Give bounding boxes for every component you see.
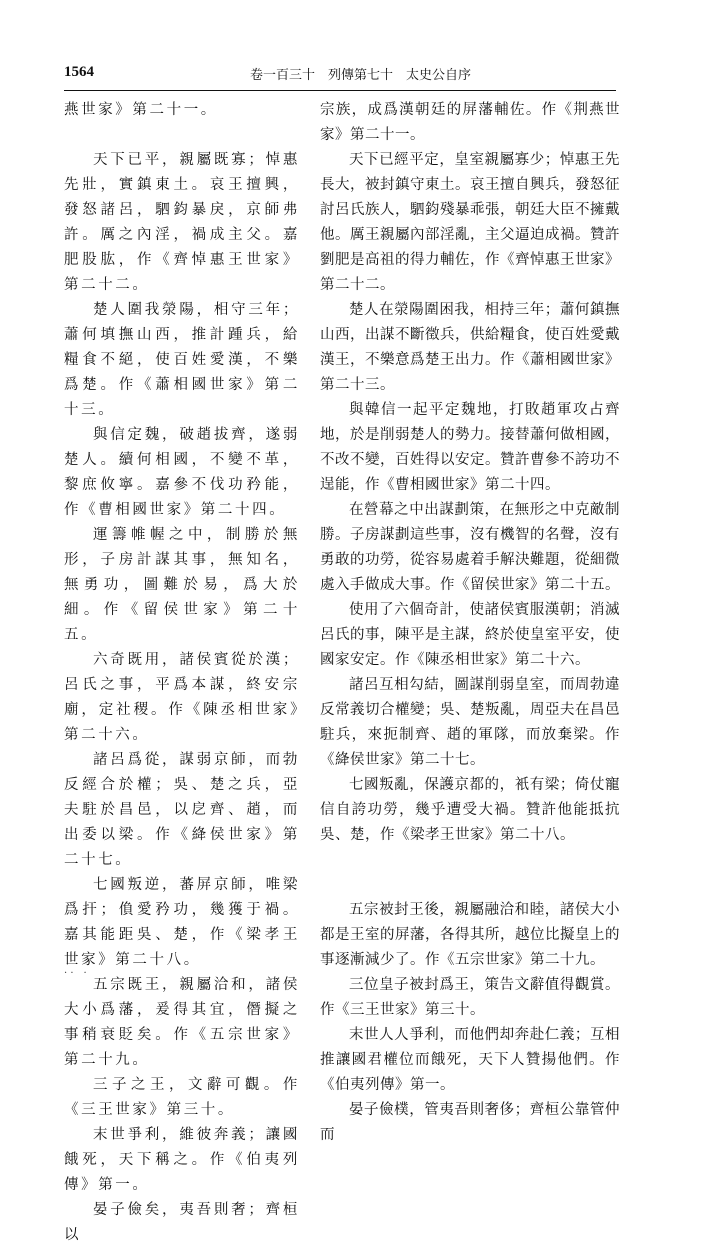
paragraph: 六奇既用，諸侯賓從於漢；呂氏之事，平爲本謀，終安宗廟，定社稷。作《陳丞相世家》第二十六。 (64, 652, 300, 743)
paragraph: 晏子儉矣，夷吾則奢；齊桓以 (64, 1202, 300, 1243)
paragraph: 運籌帷幄之中，制勝於無形，子房計謀其事，無知名，無勇功，圖難於易，爲大於細。作《留侯世家》第二十五。 (64, 527, 300, 643)
paragraph: 天下已經平定，皇室親屬寡少；悼惠王先長大，被封鎮守東土。哀王擅自興兵，發怒征討呂氏族人，駟鈞殘暴乖張，朝廷大臣不擁戴他。厲王親屬內部淫亂，主父逼迫成禍。贊許劉肥是高祖的得力輔佐，作《齊悼惠王世家》第二十二。 (320, 152, 620, 293)
header-rule (64, 90, 616, 91)
paragraph: 燕世家》第二十一。 (64, 102, 218, 118)
paragraph: 使用了六個奇計，使諸侯賓服漢朝；消滅呂氏的事，陳平是主謀，終於使皇室平安，使國家安定。作《陳丞相世家》第二十六。 (320, 602, 620, 668)
paragraph: 宗族，成爲漢朝廷的屏藩輔佐。作《荆燕世家》第二十一。 (320, 102, 620, 143)
page-number: 1564 (64, 64, 94, 80)
paragraph: 五宗被封王後，親屬融洽和睦，諸侯大小都是王室的屏藩，各得其所，越位比擬皇上的事逐漸減少了。作《五宗世家》第二十九。 (320, 902, 620, 968)
paragraph: 楚人在滎陽圍困我，相持三年；蕭何鎮撫山西，出謀不斷徵兵，供給糧食，使百姓愛戴漢王，不樂意爲楚王出力。作《蕭相國世家》第二十三。 (320, 302, 620, 393)
paragraph: 楚人圍我滎陽，相守三年；蕭何填撫山西，推計踵兵，給糧食不絕，使百姓愛漢，不樂爲楚。作《蕭相國世家》第二十三。 (64, 302, 300, 418)
paragraph: 天下已平，親屬既寡；悼惠先壯，實鎮東土。哀王擅興，發怒諸呂，駟鈞暴戾，京師弗許。厲之內淫，禍成主父。嘉肥股肱，作《齊悼惠王世家》第二十二。 (64, 152, 300, 293)
paragraph: 七國叛逆，蕃屏京師，唯梁爲扞；偩愛矜功，幾獲于禍。嘉其能距吳、楚，作《梁孝王世家》第二十八。 (64, 877, 300, 968)
paragraph: 在營幕之中出謀劃策，在無形之中克敵制勝。子房謀劃這些事，沒有機智的名聲，沒有勇敢的功勞，從容易處着手解決難題，從細微處入手做成大事。作《留侯世家》第二十五。 (320, 502, 620, 593)
paragraph: 諸呂互相勾結，圖謀削弱皇室，而周勃違反常義切合權變；吳、楚叛亂，周亞夫在昌邑駐兵，來扼制齊、趙的軍隊，而放棄梁。作《絳侯世家》第二十七。 (320, 677, 620, 768)
paragraph: 三子之王，文辭可觀。作《三王世家》第三十。 (64, 1077, 300, 1118)
paragraph: 三位皇子被封爲王，策告文辭值得觀賞。作《三王世家》第三十。 (320, 977, 620, 1018)
translation-column (320, 98, 620, 1148)
running-head: 卷一百三十 列傳第七十 太史公自序 (250, 68, 472, 83)
paragraph: 七國叛亂，保護京都的，衹有梁；倚仗寵信自誇功勞，幾乎遭受大禍。贊許他能抵抗吳、楚，作《梁孝王世家》第二十八。 (320, 777, 620, 843)
footer-marks: · · · (64, 968, 87, 979)
page-header (64, 62, 616, 86)
paragraph: 與韓信一起平定魏地，打敗趙軍攻占齊地，於是削弱楚人的勢力。接替蕭何做相國，不改不變，百姓得以安定。贊許曹參不誇功不逞能，作《曹相國世家》第二十四。 (320, 402, 620, 493)
paragraph: 末世人人爭利，而他們却奔赴仁義；互相推讓國君權位而餓死，天下人贊揚他們。作《伯夷列傳》第一。 (320, 1027, 620, 1093)
paragraph: 末世爭利，維彼奔義；讓國餓死，天下稱之。作《伯夷列傳》第一。 (64, 1127, 300, 1193)
paragraph: 晏子儉樸，管夷吾則奢侈；齊桓公靠管仲而 (320, 1102, 620, 1143)
classical-text-column (64, 98, 300, 1248)
paragraph: 五宗既王，親屬洽和，諸侯大小爲藩，爰得其宜，僭擬之事稍衰貶矣。作《五宗世家》第二十九。 (64, 977, 300, 1068)
paragraph: 與信定魏，破趙拔齊，遂弱楚人。續何相國，不變不革，黎庶攸寧。嘉參不伐功矜能，作《曹相國世家》第二十四。 (64, 427, 300, 518)
paragraph: 諸呂爲從，謀弱京師，而勃反經合於權；吳、楚之兵，亞夫駐於昌邑，以戹齊、趙，而出委以梁。作《絳侯世家》第二十七。 (64, 752, 300, 868)
